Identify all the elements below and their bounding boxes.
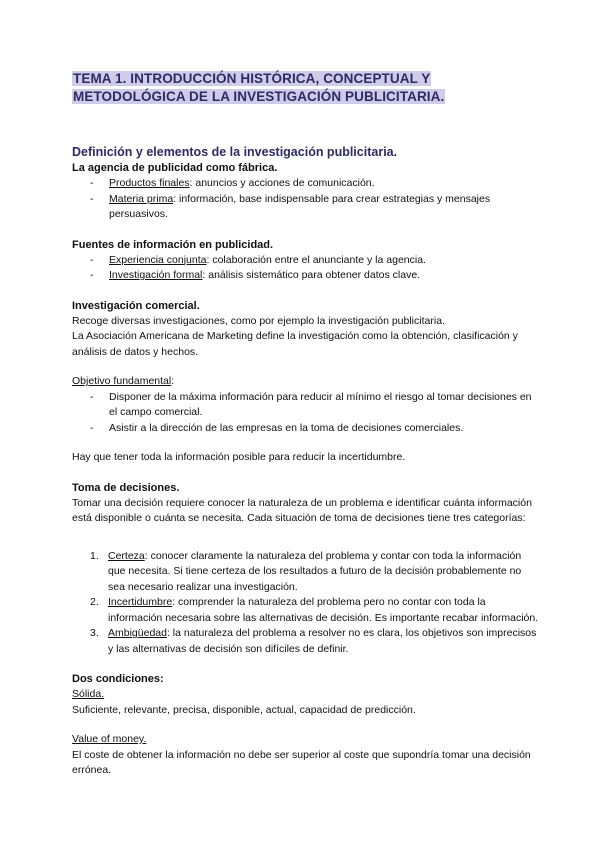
note-text: Hay que tener toda la información posible para reducir la incertidumbre. [72, 451, 406, 463]
objective-label [72, 374, 540, 390]
list-item [90, 192, 540, 223]
list-item [90, 253, 540, 269]
agency-list [72, 176, 540, 223]
solid-label: Sólida. [72, 688, 105, 700]
term-text: : análisis sistemático para obtener datos clave. [202, 269, 421, 281]
item-number: 1. [90, 549, 99, 562]
commercial-heading: Investigación comercial. [72, 299, 200, 312]
decisions-heading: Toma de decisiones. [72, 481, 180, 494]
decisions-intro: Tomar una decisión requiere conocer la naturaleza de un problema e identificar cuánta información está disponible o cuánta se necesita. Cada situación de toma de decisiones tiene tres categorías: [72, 496, 532, 524]
item-number: 3. [90, 627, 99, 639]
document-title [72, 70, 540, 106]
objective-term: Objetivo fundamental [72, 375, 172, 387]
term-label: Investigación formal [109, 269, 203, 281]
list-item: - Disponer de la máxima información para reducir al mínimo el riesgo al tomar decisiones en el campo comercial. [90, 390, 540, 421]
term-label: Materia prima [109, 192, 174, 205]
sources-heading: Fuentes de información en publicidad. [72, 238, 274, 251]
term-text: : colaboración entre el anunciante y la agencia. [206, 253, 426, 266]
list-item [90, 176, 540, 192]
title-line-2: METODOLÓGICA DE LA INVESTIGACIÓN PUBLICITARIA. [73, 89, 445, 104]
decisions-list [72, 549, 540, 658]
objective-colon: : [171, 375, 175, 387]
term-label: Productos finales [109, 177, 190, 189]
term-text: : anuncios y acciones de comunicación. [189, 177, 375, 189]
term-label: Experiencia conjunta [109, 253, 207, 266]
list-item: - Asistir a la dirección de las empresas en la toma de decisiones comerciales. [90, 421, 540, 437]
term-text: : información, base indispensable para crear estrategias y mensajes persuasivos. [109, 192, 491, 220]
list-item [90, 268, 540, 284]
agency-heading: La agencia de publicidad como fábrica. [72, 162, 278, 174]
commercial-text-1: Recoge diversas investigaciones, como por ejemplo la investigación publicitaria. [72, 314, 445, 327]
term-text: : conocer claramente la naturaleza del problema y contar con toda la información que necesita. Si tiene certeza de los resultados a futuro de la decisión probablemente no sea necesario realizar una investigación. [108, 549, 522, 593]
list-item [90, 595, 540, 626]
objective-list [72, 390, 540, 437]
commercial-text-2: La Asociación Americana de Marketing define la investigación como la obtención, clasificación y análisis de datos y hechos. [72, 330, 518, 358]
solid-text: Suficiente, relevante, precisa, disponible, actual, capacidad de predicción. [72, 703, 416, 716]
term-label: Certeza [108, 549, 145, 562]
list-item [90, 549, 540, 596]
conditions-heading: Dos condiciones: [72, 673, 164, 685]
term-text: : comprender la naturaleza del problema pero no contar con toda la información necesaria sobre las alternativas de decisión. Es importante recabar información. [108, 596, 539, 624]
title-line-1: TEMA 1. INTRODUCCIÓN HISTÓRICA, CONCEPTUAL Y [73, 71, 431, 86]
section-heading: Definición y elementos de la investigación publicitaria. [72, 145, 398, 159]
term-label: Ambigüedad [108, 627, 167, 639]
term-label: Incertidumbre [108, 596, 173, 608]
value-label: Value of money. [72, 733, 147, 745]
term-text: : la naturaleza del problema a resolver no es clara, los objetivos son imprecisos y las alternativas de decisión son difíciles de definir. [108, 627, 537, 655]
value-text: El coste de obtener la información no debe ser superior al coste que supondría tomar una decisión errónea. [72, 748, 531, 776]
list-item [90, 626, 540, 657]
sources-list [72, 253, 540, 284]
item-number: 2. [90, 596, 99, 608]
